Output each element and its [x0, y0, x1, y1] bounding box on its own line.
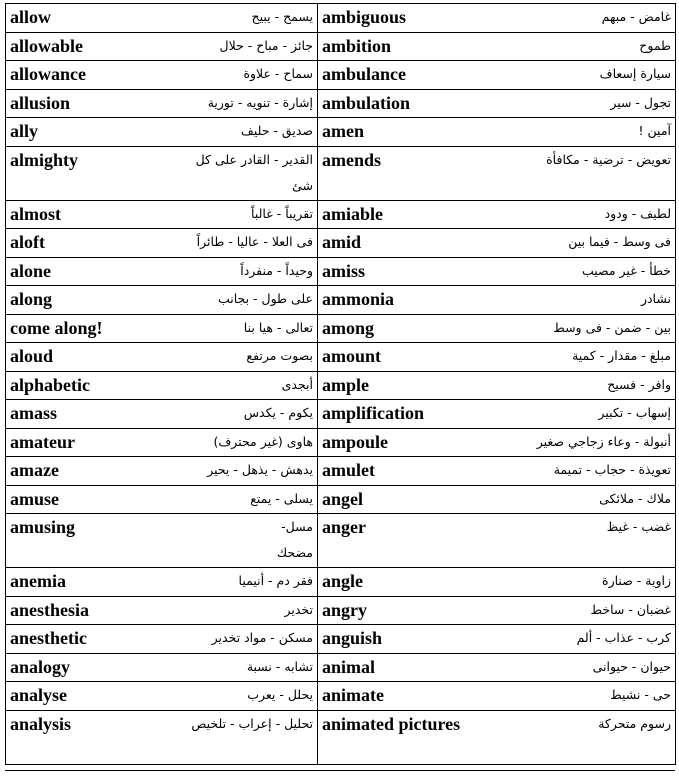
entry-cell [318, 343, 676, 372]
table-row [6, 61, 676, 90]
english-word: angel [322, 488, 364, 509]
entry-cell [6, 343, 318, 372]
english-word: analysis [10, 713, 72, 734]
arabic-meaning: يسمح - يبيح [251, 9, 313, 24]
entry-cell [318, 229, 676, 258]
english-word: amplification [322, 403, 424, 423]
english-word: alphabetic [10, 374, 91, 395]
entry-cell [318, 286, 676, 315]
entry-cell [318, 596, 676, 625]
arabic-meaning: تعالى - هيا بنا [243, 319, 313, 335]
entry-cell [318, 4, 676, 33]
english-word: anesthesia [10, 599, 90, 620]
english-word: ambulance [322, 64, 407, 84]
arabic-meaning: ملاك - ملائكى [599, 490, 671, 506]
arabic-meaning: غضب - غيظ [606, 519, 671, 534]
entry-cell [6, 428, 318, 457]
entry-cell [6, 653, 318, 682]
english-word: ample [322, 374, 369, 395]
arabic-meaning: إسهاب - تكبير [598, 405, 671, 420]
table-row [6, 625, 676, 654]
arabic-meaning: غضبان - ساخط [590, 601, 671, 617]
table-row [6, 428, 676, 457]
english-word: allowable [10, 35, 84, 56]
table-row [6, 710, 676, 764]
english-word: angle [322, 571, 364, 591]
arabic-meaning: مسكن - مواد تخدير [211, 630, 313, 645]
arabic-meaning: هاوى (غير محترف) [213, 433, 313, 449]
table-row [6, 400, 676, 429]
entry-cell [318, 32, 676, 61]
entry-cell [6, 4, 318, 33]
table-row [6, 343, 676, 372]
table-row [6, 118, 676, 147]
entry-cell [6, 625, 318, 654]
arabic-meaning: أبجدى [281, 376, 313, 392]
arabic-meaning: مبلغ - مقدار - كمية [572, 348, 671, 363]
english-word: anemia [10, 571, 66, 591]
arabic-meaning: تعويذة - حجاب - تميمة [553, 462, 671, 477]
table-row [6, 89, 676, 118]
entry-cell [6, 32, 318, 61]
arabic-meaning: رسوم متحركة [598, 715, 671, 731]
english-word: ambulation [322, 92, 411, 113]
entry-cell [6, 200, 318, 229]
arabic-meaning: يدهش - يذهل - يحير [207, 462, 313, 477]
arabic-meaning: طموح [639, 37, 671, 53]
entry-cell [318, 457, 676, 486]
english-word: along [10, 289, 53, 309]
entry-cell [318, 257, 676, 286]
table-row [6, 257, 676, 286]
english-word: anguish [322, 628, 383, 648]
arabic-meaning: جائز - مباح - حلال [219, 37, 313, 53]
entry-cell [6, 682, 318, 711]
entry-cell [318, 118, 676, 147]
english-word: ammonia [322, 289, 394, 309]
table-row [6, 514, 676, 568]
arabic-meaning: آمين ! [638, 123, 671, 138]
entry-cell [6, 61, 318, 90]
arabic-meaning: تقريباً - غالباً [251, 205, 313, 221]
entry-cell [318, 568, 676, 597]
arabic-meaning: وافر - فسيح [607, 376, 671, 392]
entry-cell [318, 653, 676, 682]
arabic-meaning: وحيداً - منفرداً [240, 262, 313, 278]
entry-cell [6, 89, 318, 118]
entry-cell [6, 229, 318, 258]
table-row [6, 596, 676, 625]
english-word: anesthetic [10, 628, 87, 648]
entry-cell [318, 61, 676, 90]
entry-cell [6, 596, 318, 625]
entry-cell [318, 200, 676, 229]
english-word: aloft [10, 232, 45, 252]
english-word: amateur [10, 431, 75, 452]
english-word: ally [10, 121, 39, 141]
english-word: amusing [10, 517, 76, 537]
arabic-meaning: يسلى - يمتع [250, 490, 313, 506]
arabic-meaning: لطيف - ودود [604, 205, 671, 221]
entry-cell [318, 625, 676, 654]
arabic-meaning: نشادر [640, 291, 671, 306]
entry-cell [318, 146, 676, 200]
english-word: analogy [10, 656, 71, 677]
english-word: amid [322, 232, 362, 252]
table-row [6, 146, 676, 200]
arabic-meaning: خطأ - غير مصيب [581, 262, 671, 278]
entry-cell [6, 710, 318, 764]
entry-cell [318, 314, 676, 343]
entry-cell [318, 400, 676, 429]
english-word: amass [10, 403, 58, 423]
english-word: amount [322, 346, 382, 366]
arabic-meaning: صديق - حليف [240, 123, 313, 138]
table-row [6, 4, 676, 33]
english-word: amen [322, 121, 364, 141]
arabic-meaning: غامض - مبهم [601, 9, 671, 24]
english-word: animate [322, 685, 384, 705]
english-word: ambiguous [322, 7, 407, 27]
arabic-meaning: تحليل - إعراب - تلخيص [191, 715, 313, 731]
entry-cell [6, 286, 318, 315]
arabic-meaning: أنبولة - وعاء زجاجي صغير [536, 433, 671, 449]
entry-cell [318, 682, 676, 711]
table-row [6, 200, 676, 229]
arabic-meaning: مسل- مضحك [276, 519, 313, 560]
table-row [6, 568, 676, 597]
english-word: allusion [10, 92, 71, 113]
english-word: allow [10, 7, 52, 27]
english-word: amaze [10, 460, 59, 480]
entry-cell [318, 710, 676, 764]
english-word: aloud [10, 346, 54, 366]
arabic-meaning: تشابه - نسبة [246, 658, 313, 674]
english-word: almighty [10, 149, 79, 170]
english-word: amiss [322, 260, 366, 281]
entry-cell [6, 314, 318, 343]
entry-cell [6, 400, 318, 429]
table-row [6, 653, 676, 682]
english-word: allowance [10, 64, 86, 84]
table-row [6, 485, 676, 514]
table-row [6, 457, 676, 486]
entry-cell [6, 568, 318, 597]
arabic-meaning: حى - نشيط [610, 687, 671, 702]
arabic-meaning: سماح - علاوة [243, 66, 313, 81]
entry-cell [6, 485, 318, 514]
arabic-meaning: زاوية - صنارة [602, 573, 671, 588]
table-row [6, 229, 676, 258]
english-word: almost [10, 203, 61, 224]
english-word: analyse [10, 685, 68, 705]
english-word: amuse [10, 488, 59, 509]
entry-cell [6, 514, 318, 568]
english-word: come along! [10, 317, 103, 338]
arabic-meaning: القدير - القادر على كل شئ [195, 151, 313, 193]
arabic-meaning: بين - ضمن - فى وسط [553, 319, 671, 335]
entry-cell [6, 118, 318, 147]
entry-cell [318, 428, 676, 457]
table-row [6, 371, 676, 400]
arabic-meaning: إشارة - تنويه - تورية [207, 94, 313, 110]
arabic-meaning: تخدير [284, 601, 313, 617]
entry-cell [6, 146, 318, 200]
vocabulary-table [5, 3, 676, 765]
entry-cell [6, 371, 318, 400]
entry-cell [318, 371, 676, 400]
english-word: ampoule [322, 431, 389, 452]
entry-cell [6, 257, 318, 286]
entry-cell [318, 89, 676, 118]
arabic-meaning: حيوان - حيوانى [592, 658, 671, 674]
english-word: anger [322, 517, 366, 537]
english-word: amulet [322, 460, 375, 480]
entry-cell [318, 485, 676, 514]
english-word: alone [10, 260, 52, 281]
table-row [6, 682, 676, 711]
english-word: angry [322, 599, 367, 620]
arabic-meaning: فقر دم - أنيميا [238, 573, 313, 588]
arabic-meaning: كرب - عذاب - ألم [576, 630, 671, 645]
table-row [6, 286, 676, 315]
english-word: amiable [322, 203, 383, 224]
arabic-meaning: على طول - بجانب [217, 291, 313, 306]
arabic-meaning: بصوت مرتفع [246, 348, 313, 363]
entry-cell [6, 457, 318, 486]
arabic-meaning: فى العلا - عاليا - طائراً [196, 234, 313, 249]
table-row [6, 314, 676, 343]
entry-cell [318, 514, 676, 568]
arabic-meaning: فى وسط - فيما بين [568, 234, 671, 249]
english-word: ambition [322, 35, 392, 56]
arabic-meaning: سيارة إسعاف [599, 66, 671, 81]
english-word: animal [322, 656, 376, 677]
english-word: animated pictures [322, 713, 461, 734]
arabic-meaning: يحلل - يعرب [247, 687, 313, 702]
english-word: amends [322, 149, 382, 170]
english-word: among [322, 317, 375, 338]
arabic-meaning: تجول - سير [610, 94, 671, 110]
table-row [6, 32, 676, 61]
arabic-meaning: يكوم - يكدس [243, 405, 313, 420]
arabic-meaning: تعويض - ترضية - مكافأة [546, 151, 671, 167]
